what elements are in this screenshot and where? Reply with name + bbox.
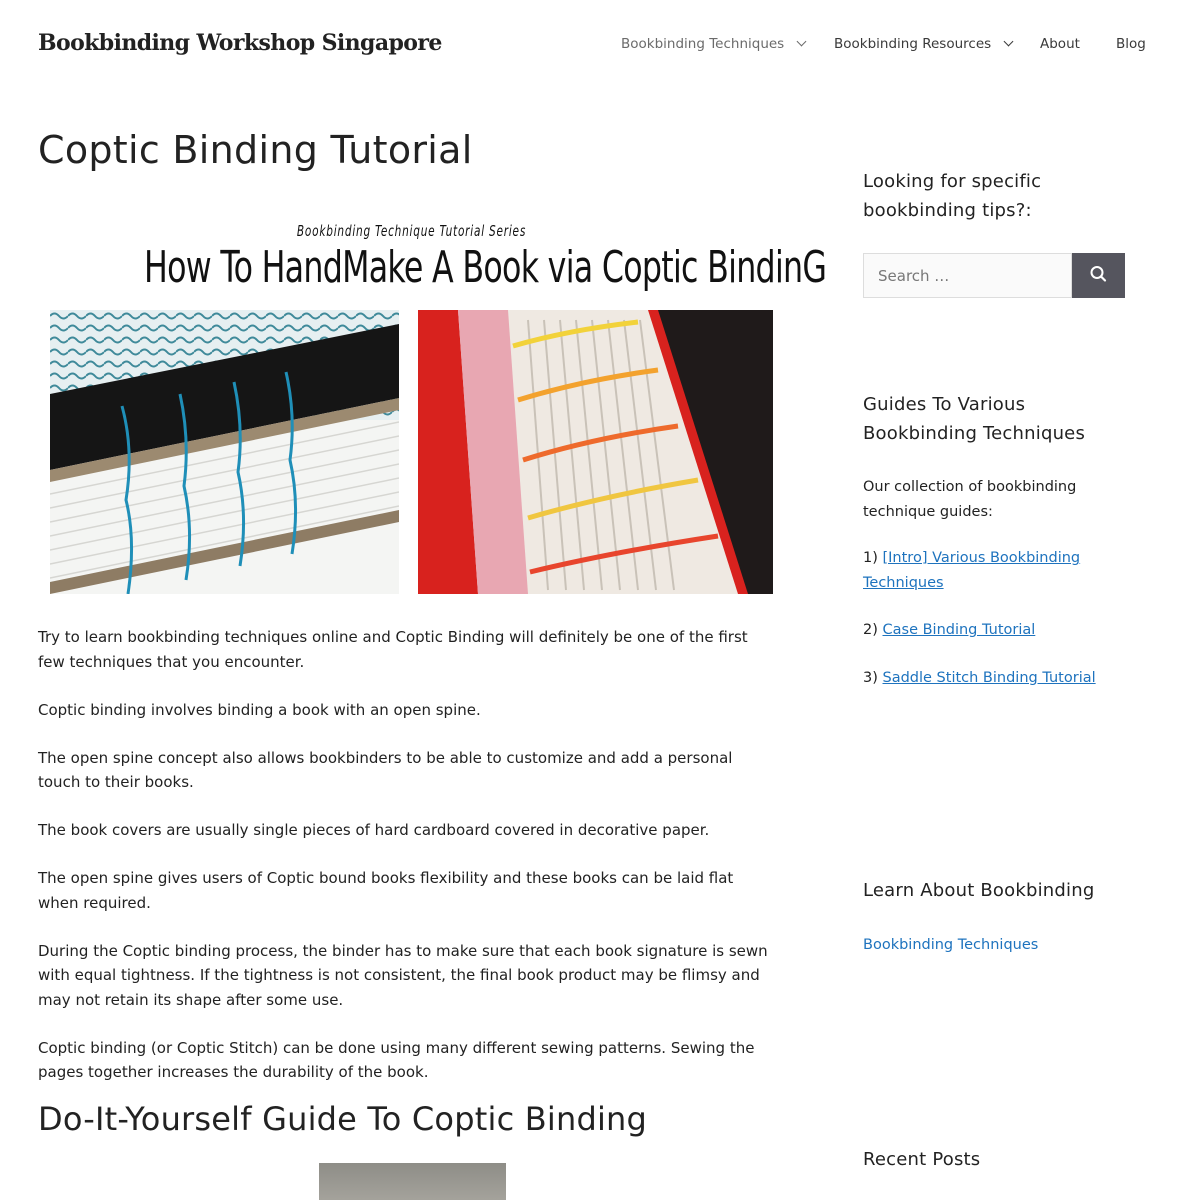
guide-image — [319, 1163, 506, 1200]
guides-intro: Our collection of bookbinding technique guides: — [863, 479, 1077, 520]
search-button[interactable] — [1072, 253, 1125, 298]
search-form — [863, 253, 1125, 298]
article-body — [38, 625, 778, 1108]
guide-link-intro[interactable]: [Intro] Various Bookbinding Techniques — [863, 550, 1081, 591]
search-input[interactable] — [863, 253, 1072, 298]
paragraph: During the Coptic binding process, the binder has to make sure that each book signature is sewn with equal tightness. If the tightness is not consistent, the final book product may be flimsy and may not retain its shape after some use. — [38, 941, 768, 1009]
chevron-down-icon — [797, 37, 807, 47]
guide-item-1 — [863, 546, 1113, 595]
guide-number: 3) — [863, 670, 878, 686]
main-nav — [0, 36, 1200, 56]
learn-item — [863, 933, 1038, 958]
main-content — [38, 120, 827, 1138]
chevron-down-icon — [1004, 37, 1014, 47]
paragraph: The open spine concept also allows bookbinders to be able to customize and add a personal touch to their books. — [38, 748, 733, 791]
search-icon — [1072, 253, 1125, 298]
search-widget-title: Looking for specific bookbinding tips?: — [863, 171, 1042, 221]
guide-number: 1) — [863, 550, 878, 566]
paragraph: Try to learn bookbinding techniques online and Coptic Binding will definitely be one of the first few techniques that you encounter. — [38, 628, 748, 671]
nav-item-label: About — [1040, 36, 1080, 52]
nav-item-bookbinding-resources[interactable] — [834, 36, 1012, 52]
coptic-book-photo-blue-stitch — [50, 310, 399, 594]
coptic-book-photo-color-stitch — [418, 310, 773, 594]
guide-item-3 — [863, 666, 1123, 691]
recent-posts-title: Recent Posts — [863, 1149, 981, 1170]
guides-widget-title: Guides To Various Bookbinding Techniques — [863, 394, 1086, 444]
hero-image — [50, 212, 827, 596]
guide-item-2 — [863, 618, 1113, 643]
nav-item-about[interactable] — [1040, 36, 1080, 52]
site-title[interactable]: Bookbinding Workshop Singapore — [38, 30, 442, 56]
nav-item-label: Bookbinding Techniques — [621, 36, 785, 52]
guide-number: 2) — [863, 622, 878, 638]
site-header — [0, 0, 1200, 92]
nav-item-bookbinding-techniques[interactable] — [621, 36, 805, 52]
nav-item-blog[interactable] — [1116, 36, 1146, 52]
page-title: Coptic Binding Tutorial — [38, 128, 473, 172]
paragraph: Coptic binding involves binding a book with an open spine. — [38, 700, 481, 719]
learn-link-bookbinding-techniques[interactable]: Bookbinding Techniques — [863, 937, 1039, 953]
nav-item-label: Blog — [1116, 36, 1146, 52]
paragraph: The open spine gives users of Coptic bound books flexibility and these books can be laid flat when required. — [38, 869, 734, 912]
learn-widget-title: Learn About Bookbinding — [863, 880, 1095, 901]
guide-link-saddle-stitch[interactable]: Saddle Stitch Binding Tutorial — [882, 670, 1096, 686]
hero-subtitle: Bookbinding Technique Tutorial Series — [296, 222, 527, 240]
paragraph: Coptic binding (or Coptic Stitch) can be done using many different sewing patterns. Sewing the pages together increases the durability of the book. — [38, 1038, 755, 1081]
hero-title: How To HandMake A Book via Coptic BindinG — [144, 242, 827, 293]
section-heading: Do-It-Yourself Guide To Coptic Binding — [38, 1100, 648, 1138]
nav-item-label: Bookbinding Resources — [834, 36, 992, 52]
guide-link-case-binding[interactable]: Case Binding Tutorial — [882, 622, 1036, 638]
paragraph: The book covers are usually single pieces of hard cardboard covered in decorative paper. — [38, 821, 710, 839]
